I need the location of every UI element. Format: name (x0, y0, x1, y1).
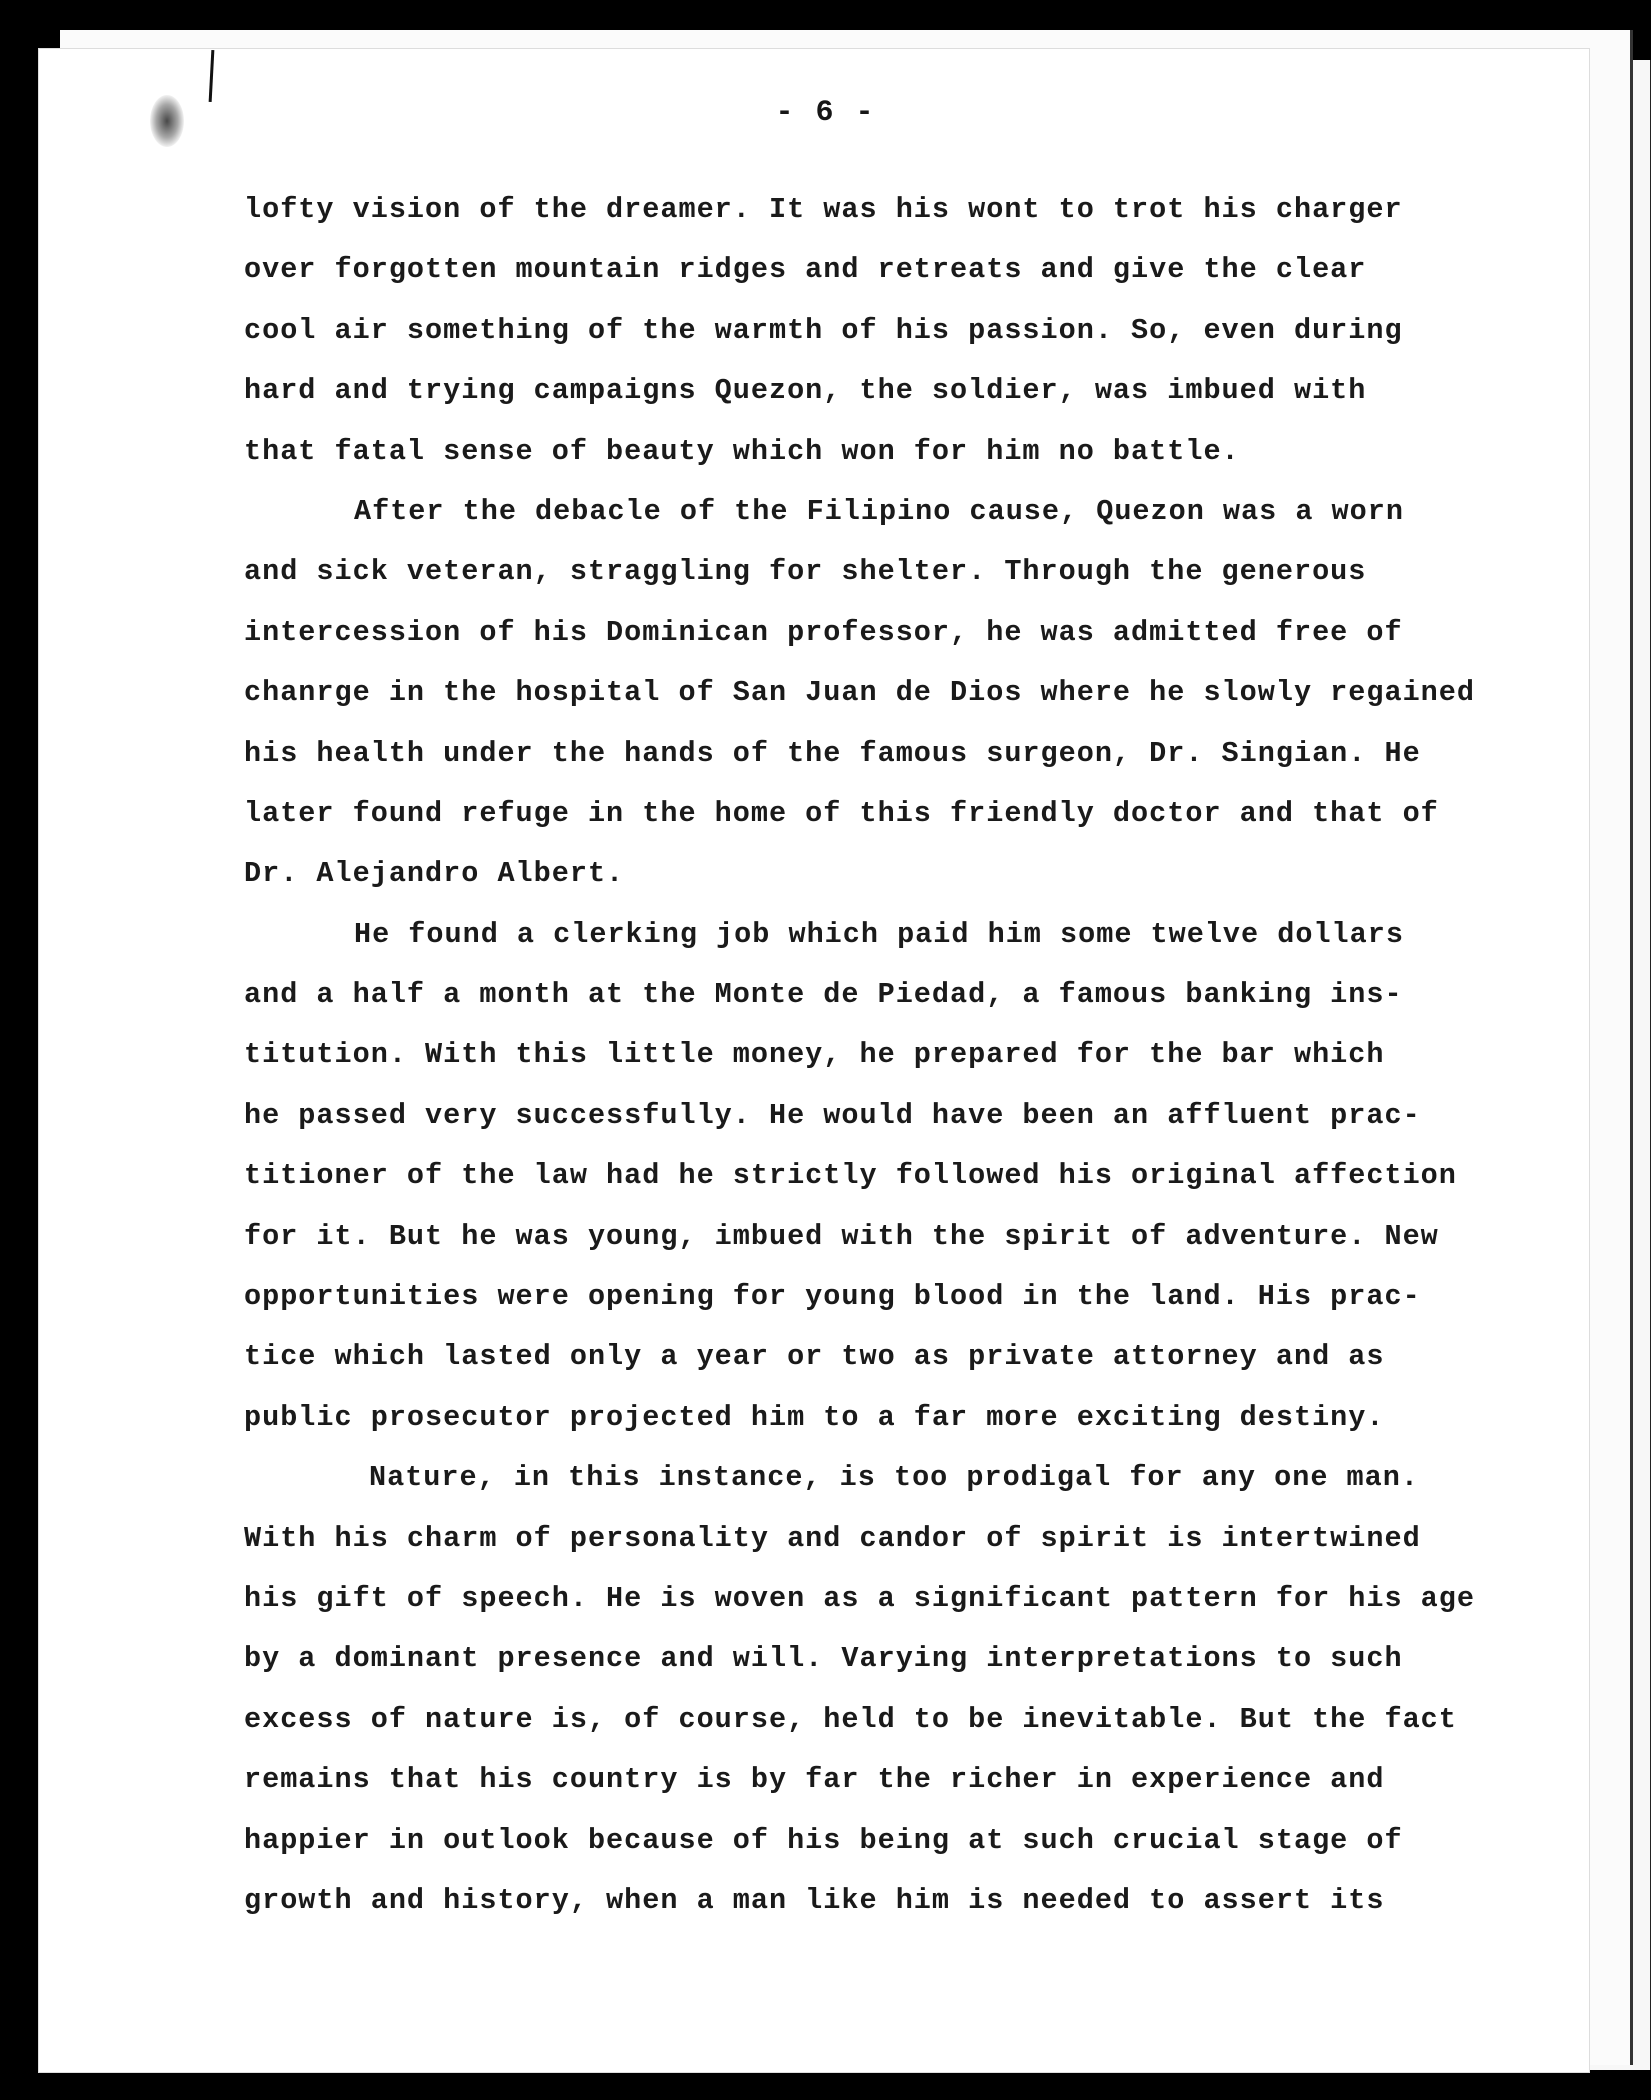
text-line: After the debacle of the Filipino cause, Quezon was a worn (354, 494, 1404, 528)
text-line: opportunities were opening for young blood in the land. His prac- (244, 1280, 1421, 1314)
text-line: remains that his country is by far the richer in experience and (244, 1763, 1385, 1797)
text-line: by a dominant presence and will. Varying interpretations to such (244, 1642, 1403, 1676)
text-line: later found refuge in the home of this friendly doctor and that of (244, 796, 1439, 830)
text-line: he passed very successfully. He would have been an affluent prac- (244, 1098, 1421, 1132)
text-line: excess of nature is, of course, held to be inevitable. But the fact (244, 1702, 1457, 1736)
page-number: - 6 - (775, 96, 876, 130)
text-line: Nature, in this instance, is too prodigal for any one man. (369, 1461, 1419, 1495)
text-line: that fatal sense of beauty which won for him no battle. (244, 434, 1240, 468)
text-line: happier in outlook because of his being at such crucial stage of (244, 1823, 1403, 1857)
text-line: intercession of his Dominican professor, he was admitted free of (244, 615, 1403, 649)
text-line: With his charm of personality and candor of spirit is intertwined (244, 1521, 1421, 1555)
text-line: He found a clerking job which paid him some twelve dollars (354, 917, 1404, 951)
text-line: titution. With this little money, he prepared for the bar which (244, 1038, 1385, 1072)
text-line: tice which lasted only a year or two as private attorney and as (244, 1340, 1385, 1374)
text-line: Dr. Alejandro Albert. (244, 857, 625, 891)
text-line: public prosecutor projected him to a far more exciting destiny. (244, 1400, 1385, 1434)
text-line: hard and trying campaigns Quezon, the soldier, was imbued with (244, 374, 1367, 408)
text-line: chanrge in the hospital of San Juan de Dios where he slowly regained (244, 676, 1475, 710)
text-line: his health under the hands of the famous surgeon, Dr. Singian. He (244, 736, 1421, 770)
text-line: and sick veteran, straggling for shelter. Through the generous (244, 555, 1367, 589)
text-line: and a half a month at the Monte de Piedad, a famous banking ins- (244, 978, 1403, 1012)
text-line: titioner of the law had he strictly followed his original affection (244, 1159, 1457, 1193)
body-text (244, 180, 1524, 1931)
text-line: lofty vision of the dreamer. It was his wont to trot his charger (244, 193, 1403, 226)
text-line: growth and history, when a man like him is needed to assert its (244, 1883, 1385, 1917)
text-line: for it. But he was young, imbued with the spirit of adventure. New (244, 1219, 1439, 1253)
text-line: his gift of speech. He is woven as a significant pattern for his age (244, 1581, 1475, 1615)
text-line: cool air something of the warmth of his passion. So, even during (244, 313, 1403, 347)
text-line: over forgotten mountain ridges and retreats and give the clear (244, 253, 1367, 287)
